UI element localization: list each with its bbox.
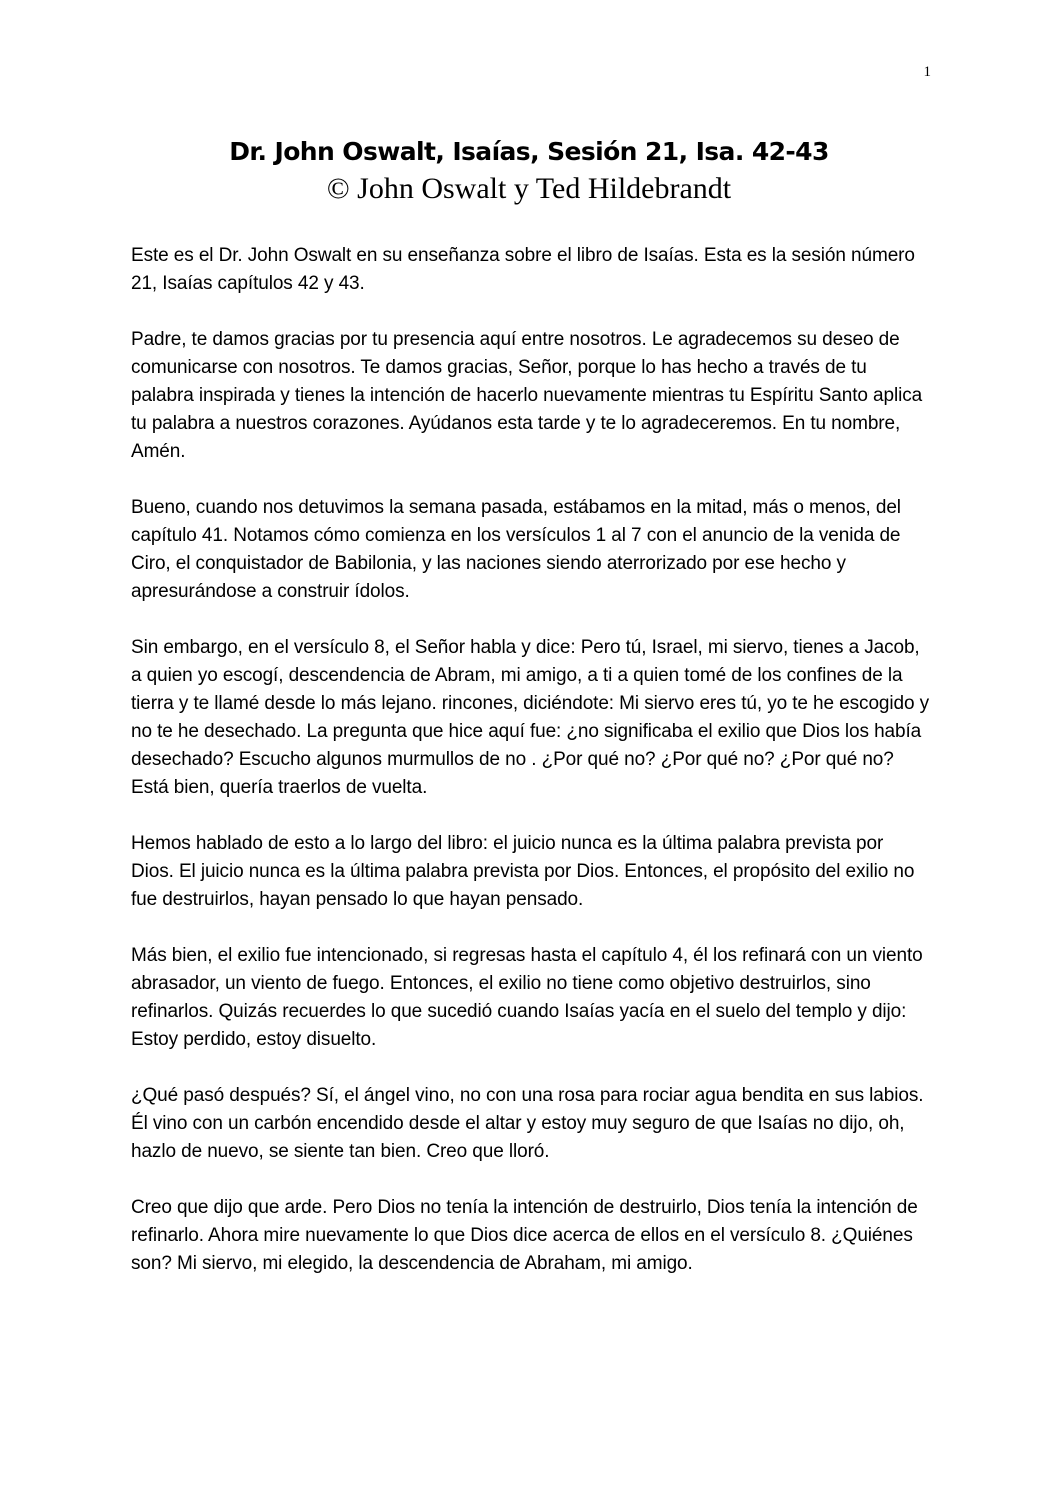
paragraph-exile: Más bien, el exilio fue intencionado, si regresas hasta el capítulo 4, él los refinará con un viento abrasador, un viento de fuego. Entonces, el exilio no tiene como objetivo destruirlos, sino refinarlos. Quizás recuerdes lo que sucedió cuando Isaías yacía en el suelo del templo y dijo: Estoy perdido, estoy disuelto.	[131, 945, 923, 1050]
paragraph-angel: ¿Qué pasó después? Sí, el ángel vino, no con una rosa para rociar agua bendita en sus labios. Él vino con un carbón encendido desde el altar y estoy muy seguro de que Isaías no dijo, oh, hazlo de nuevo, se siente tan bien. Creo que lloró.	[131, 1085, 924, 1162]
title-block	[0, 134, 1058, 208]
paragraph-refine: Creo que dijo que arde. Pero Dios no tenía la intención de destruirlo, Dios tenía la intención de refinarlo. Ahora mire nuevamente lo que Dios dice acerca de ellos en el versículo 8. ¿Quiénes son? Mi siervo, mi elegido, la descendencia de Abraham, mi amigo.	[131, 1197, 918, 1274]
paragraph-prayer: Padre, te damos gracias por tu presencia aquí entre nosotros. Le agradecemos su deseo de comunicarse con nosotros. Te damos gracias, Señor, porque lo has hecho a través de tu palabra inspirada y tienes la intención de hacerlo nuevamente mientras tu Espíritu Santo aplica tu palabra a nuestros corazones. Ayúdanos esta tarde y te lo agradeceremos. En tu nombre, Amén.	[131, 329, 923, 462]
paragraph-chapter-41: Bueno, cuando nos detuvimos la semana pasada, estábamos en la mitad, más o menos, del capítulo 41. Notamos cómo comienza en los versículos 1 al 7 con el anuncio de la venida de Ciro, el conquistador de Babilonia, y las naciones siendo aterrorizado por ese hecho y apresurándose a construir ídolos.	[131, 497, 901, 602]
copyright-line: © John Oswalt y Ted Hildebrandt	[326, 172, 732, 205]
paragraph-intro: Este es el Dr. John Oswalt en su enseñanza sobre el libro de Isaías. Esta es la sesión número 21, Isaías capítulos 42 y 43.	[131, 245, 915, 294]
body-text	[131, 242, 931, 1306]
paragraph-judgment: Hemos hablado de esto a lo largo del libro: el juicio nunca es la última palabra prevista por Dios. El juicio nunca es la última palabra prevista por Dios. Entonces, el propósito del exilio no fue destruirlos, hayan pensado lo que hayan pensado.	[131, 833, 915, 910]
page-number: 1	[923, 64, 931, 80]
paragraph-verse-8: Sin embargo, en el versículo 8, el Señor habla y dice: Pero tú, Israel, mi siervo, tienes a Jacob, a quien yo escogí, descendencia de Abram, mi amigo, a ti a quien tomé de los confines de la tierra y te llamé desde lo más lejano. rincones, diciéndote: Mi siervo eres tú, yo te he escogido y no te he desechado. La pregunta que hice aquí fue: ¿no significaba el exilio que Dios los había desechado? Escucho algunos murmullos de no . ¿Por qué no? ¿Por qué no? ¿Por qué no? Está bien, quería traerlos de vuelta.	[131, 637, 930, 798]
document-title: Dr. John Oswalt, Isaías, Sesión 21, Isa. 42-43	[229, 137, 829, 166]
